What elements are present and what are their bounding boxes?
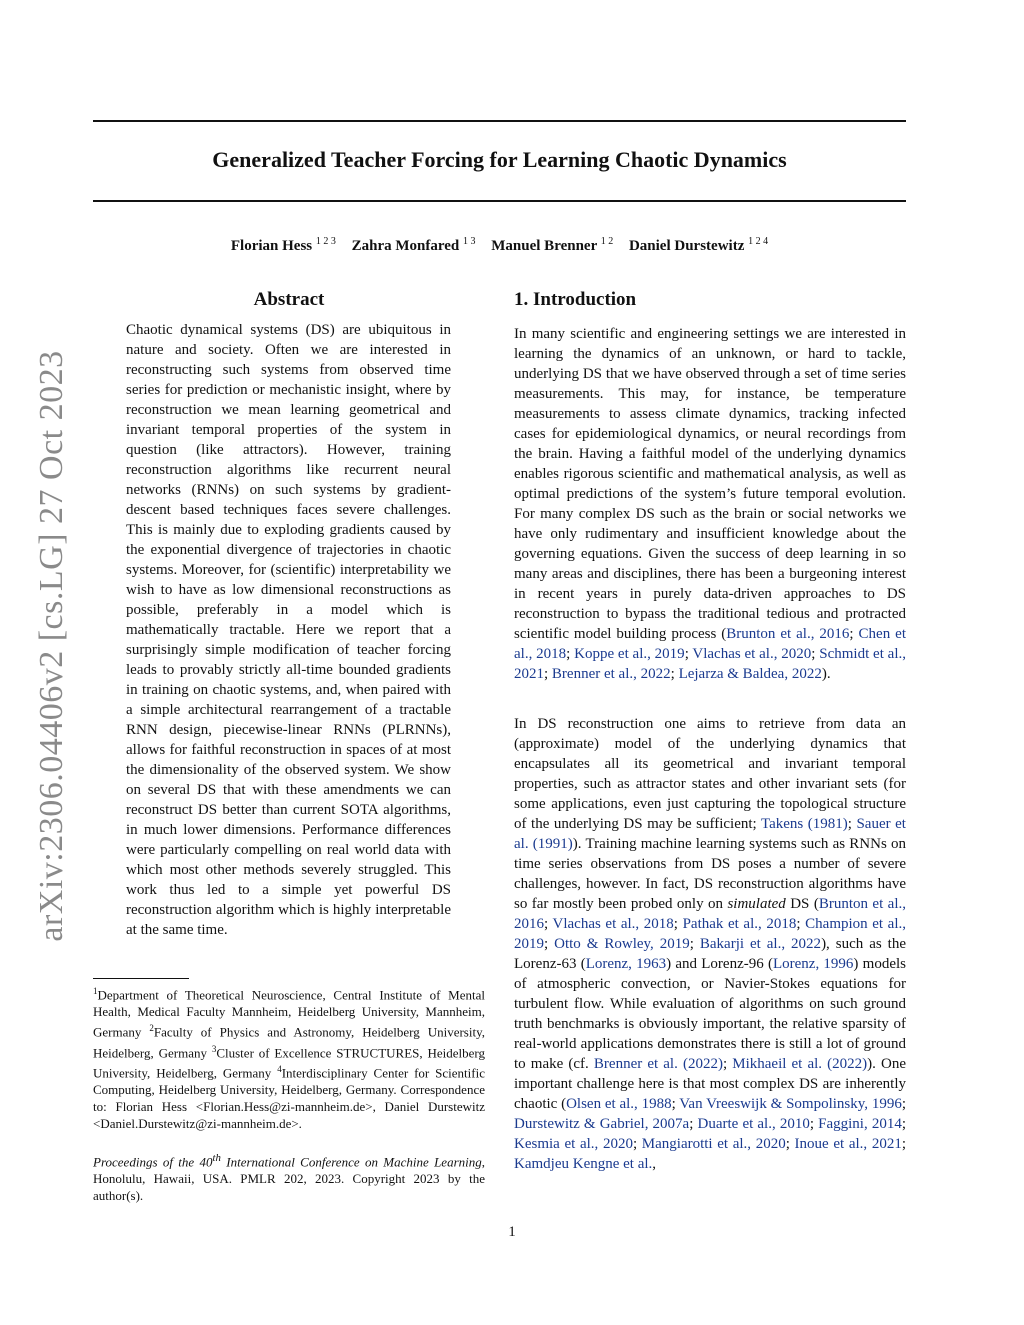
- paragraph-text: ), such as the Lorenz-63 (: [514, 936, 906, 972]
- citation-link[interactable]: Kesmia et al., 2020: [514, 1136, 633, 1152]
- citation-link[interactable]: Inoue et al., 2021: [794, 1136, 902, 1152]
- author-list: [93, 236, 906, 255]
- citation-link[interactable]: Lorenz, 1963: [585, 956, 667, 972]
- citation-link[interactable]: Mangiarotti et al., 2020: [641, 1136, 786, 1152]
- citation-link[interactable]: Mikhaeil et al. (2022): [732, 1056, 868, 1072]
- author: [352, 238, 476, 254]
- emphasis-text: simulated: [727, 896, 786, 912]
- proceedings-italic: Proceedings of the: [93, 1154, 200, 1170]
- proceedings-ordinal: 40: [199, 1154, 213, 1170]
- author-affiliation: 1 2 3: [315, 236, 336, 247]
- paragraph-text: DS (: [785, 896, 819, 912]
- citation-link[interactable]: Lorenz, 1996: [772, 956, 854, 972]
- footnote-marker: 2: [149, 1023, 154, 1034]
- paragraph-text: In DS reconstruction one aims to retrieve from data an (approximate) model of the underlying dynamics that encapsulates all its geometrical and invariant temporal properties, such as attractor states and other invariant sets (for some applications, even just capturing the topological structure of the underlying DS may be sufficient;: [514, 716, 906, 832]
- footnote-marker: 4: [277, 1063, 282, 1074]
- citation-link[interactable]: Champion et al., 2019: [514, 916, 907, 952]
- author-affiliation: 1 2: [600, 236, 614, 247]
- paragraph-text: ) models of atmospheric convection, or Navier-Stokes equations for turbulent flow. While evaluation of algorithms on such ground truth benchmarks is obviously important, the relative sparsity of real-world applications demonstrates there is still a lot of ground to make (cf.: [514, 956, 906, 1072]
- author-name: Florian Hess: [230, 238, 313, 254]
- proceedings-italic: International Conference on Machine Learning: [220, 1154, 482, 1170]
- citation-link[interactable]: Duarte et al., 2010: [697, 1116, 810, 1132]
- page-number: 1: [508, 1224, 516, 1240]
- citation-link[interactable]: Brenner et al., 2022: [551, 666, 671, 682]
- author-name: Daniel Durstewitz: [628, 238, 745, 254]
- arxiv-identifier: arXiv:2306.04406v2 [cs.LG] 27 Oct 2023: [33, 350, 70, 942]
- introduction-heading: 1. Introduction: [514, 289, 637, 310]
- proceedings-text: , Honolulu, Hawaii, USA. PMLR 202, 2023. Copyright 2023 by the author(s).: [93, 1154, 485, 1204]
- paragraph-text: In many scientific and engineering settings we are interested in learning the dynamics of an unknown, or hard to tackle, underlying DS that we have observed through a set of time series measurements. This may, for instance, be temperature measurements to assess climate dynamics, tracking infected cases for epidemiological dynamics, or neural recordings from the brain. Having a faithful model of the underlying dynamics enables rigorous scientific and mathematical analysis, as well as optimal predictions of the system’s future temporal evolution. For many complex DS such as the brain or social networks we have only rudimentary and insufficient knowledge about the governing equations. Given the success of deep learning in so many areas and disciplines, there has been a burgeoning interest in recent years in purely data-driven approaches to DS reconstruction to bypass the traditional tedious and protracted scientific model building process (: [514, 326, 906, 642]
- intro-paragraph-1: In many scientific and engineering settings we are interested in learning the dynamics of an unknown, or hard to tackle, underlying DS that we have observed through a set of time series measurements. This may, for instance, be temperature measurements to assess climate dynamics, tracking infected cases for epidemiological dynamics, or neural recordings from the brain. Having a faithful model of the underlying dynamics enables rigorous scientific and mathematical analysis, as well as optimal predictions of the system’s future temporal evolution. For many complex DS such as the brain or social networks we have only rudimentary and insufficient knowledge about the governing equations. Given the success of deep learning in so many areas and disciplines, there has been a burgeoning interest in recent years in purely data-driven approaches to DS reconstruction to bypass the traditional tedious and protracted scientific model building process (Brunton et al., 2016; Chen et al., 2018; Koppe et al., 2019; Vlachas et al., 2020; Schmidt et al., 2021; Brenner et al., 2022; Lejarza & Baldea, 2022).: [514, 326, 907, 682]
- proceedings-ordinal-suffix: th: [212, 1152, 221, 1164]
- footnote-marker: 1: [93, 986, 98, 996]
- citation-link[interactable]: Chen et al., 2018: [514, 626, 906, 662]
- citation-link[interactable]: Vlachas et al., 2020: [692, 646, 812, 662]
- paper-title: Generalized Teacher Forcing for Learning Chaotic Dynamics: [212, 147, 787, 172]
- title-bottom-rule: [93, 200, 906, 202]
- footnote-marker: 3: [211, 1043, 217, 1054]
- intro-paragraph-2: In DS reconstruction one aims to retrieve from data an (approximate) model of the underlying dynamics that encapsulates all its geometrical and invariant temporal properties, such as attractor states and other invariant sets (for some applications, even just capturing the topological structure of the underlying DS may be sufficient; Takens (1981); Sauer et al. (1991)). Training machine learning systems such as RNNs on time series observations from DS poses a number of severe challenges, however. In fact, DS reconstruction algorithms have so far mostly been probed only on simulated DS (Brunton et al., 2016; Vlachas et al., 2018; Pathak et al., 2018; Champion et al., 2019; Otto & Rowley, 2019; Bakarji et al., 2022), such as the Lorenz-63 (Lorenz, 1963) and Lorenz-96 (Lorenz, 1996) models of atmospheric convection, or Navier-Stokes equations for turbulent flow. While evaluation of algorithms on such ground truth benchmarks is obviously important, the relative sparsity of real-world applications demonstrates there is still a lot of ground to make (cf. Brenner et al. (2022); Mikhaeil et al. (2022)). One important challenge here is that most complex DS are inherently chaotic (Olsen et al., 1988; Van Vreeswijk & Sompolinsky, 1996; Durstewitz & Gabriel, 2007a; Duarte et al., 2010; Faggini, 2014; Kesmia et al., 2020; Mangiarotti et al., 2020; Inoue et al., 2021; Kamdjeu Kengne et al.,: [514, 716, 907, 1172]
- citation-link[interactable]: Koppe et al., 2019: [574, 646, 685, 662]
- citation-link[interactable]: Brunton et al., 2016: [726, 626, 850, 642]
- citation-link[interactable]: Otto & Rowley, 2019: [554, 936, 690, 952]
- paragraph-text: ).: [821, 666, 831, 682]
- citation-link[interactable]: Van Vreeswijk & Sompolinsky, 1996: [679, 1096, 902, 1112]
- citation-link[interactable]: Olsen et al., 1988: [566, 1096, 672, 1112]
- footnote-text: Department of Theoretical Neuroscience, Central Institute of Mental Health, Medical Faculty Mannheim, Heidelberg University, Mannheim, Germany: [93, 987, 485, 1040]
- affiliations-footnote: [93, 983, 485, 1132]
- paragraph-text: ) and Lorenz-96 (: [666, 956, 773, 972]
- citation-link[interactable]: Faggini, 2014: [818, 1116, 902, 1132]
- author-affiliation: 1 3: [463, 236, 476, 247]
- citation-link[interactable]: Vlachas et al., 2018: [552, 916, 674, 932]
- citation-link[interactable]: Brunton et al., 2016: [514, 896, 906, 932]
- proceedings-note: [93, 1150, 485, 1204]
- citation-link[interactable]: Sauer et al. (1991): [514, 816, 906, 852]
- abstract-text: Chaotic dynamical systems (DS) are ubiquitous in nature and society. Often we are interested in reconstructing such systems from observed time series for prediction or mechanistic insight, where by reconstruction we mean learning geometrical and invariant temporal properties of the system in question (like attractors). However, training reconstruction algorithms like recurrent neural networks (RNNs) on such systems by gradient-descent based techniques faces severe challenges. This is mainly due to exploding gradients caused by the exponential divergence of trajectories in chaotic systems. Moreover, for (scientific) interpretability we wish to have as low dimensional reconstructions as possible, preferably in a model which is mathematically tractable. Here we report that a surprisingly simple modification of teacher forcing leads to provably strictly all-time bounded gradients in training on chaotic systems, and, when paired with a simple architectural rearrangement of a tractable RNN design, piecewise-linear RNNs (PLRNNs), allows for faithful reconstruction in spaces of at most the dimensionality of the observed system. We show on several DS that with these amendments we can reconstruct DS better than current SOTA algorithms, in much lower dimensions. Performance differences were particularly compelling on real world data with which most other methods severely struggled. This work thus led to a simple yet powerful DS reconstruction algorithm which is highly interpretable at the same time.: [126, 322, 451, 938]
- citation-link[interactable]: Durstewitz & Gabriel, 2007a: [514, 1116, 690, 1132]
- abstract-heading: Abstract: [253, 289, 325, 310]
- author-affiliation: 1 2 4: [748, 236, 769, 247]
- citation-link[interactable]: Kamdjeu Kengne et al.: [514, 1156, 653, 1172]
- footnote-rule: [93, 978, 189, 979]
- author: [629, 238, 768, 254]
- footnote-text: Faculty of Physics and Astronomy, Heidelberg University, Heidelberg, Germany: [93, 1024, 485, 1060]
- citation-link[interactable]: Bakarji et al., 2022: [699, 936, 822, 952]
- footnote-text: Cluster of Excellence STRUCTURES, Heidelberg University, Heidelberg, Germany: [93, 1044, 485, 1081]
- author-name: Manuel Brenner: [491, 238, 597, 254]
- paragraph-text: ). One important challenge here is that most complex DS are inherently chaotic (: [514, 1056, 907, 1112]
- citation-link[interactable]: Lejarza & Baldea, 2022: [678, 666, 822, 682]
- author-name: Zahra Monfared: [351, 238, 460, 254]
- citation-link[interactable]: Pathak et al., 2018: [682, 916, 797, 932]
- citation-link[interactable]: Brenner et al. (2022): [593, 1056, 723, 1072]
- citation-link[interactable]: Takens (1981): [760, 816, 848, 832]
- top-rule: [93, 120, 906, 122]
- paragraph-text: ). Training machine learning systems such as RNNs on time series observations from DS poses a number of severe challenges, however. In fact, DS reconstruction algorithms have so far mostly been probed only on: [514, 836, 906, 912]
- author: [491, 238, 613, 254]
- footnote-text: Interdisciplinary Center for Scientific Computing, Heidelberg University, Heidelberg, Germany. Correspondence to: Florian Hess <Florian.Hess@zi-mannheim.de>, Daniel Durstewitz <Daniel.Durstewitz@zi-mannheim.de>.: [93, 1065, 485, 1132]
- citation-link[interactable]: Schmidt et al., 2021: [514, 646, 907, 682]
- author: [231, 238, 336, 254]
- paragraph-text: ,: [652, 1156, 657, 1172]
